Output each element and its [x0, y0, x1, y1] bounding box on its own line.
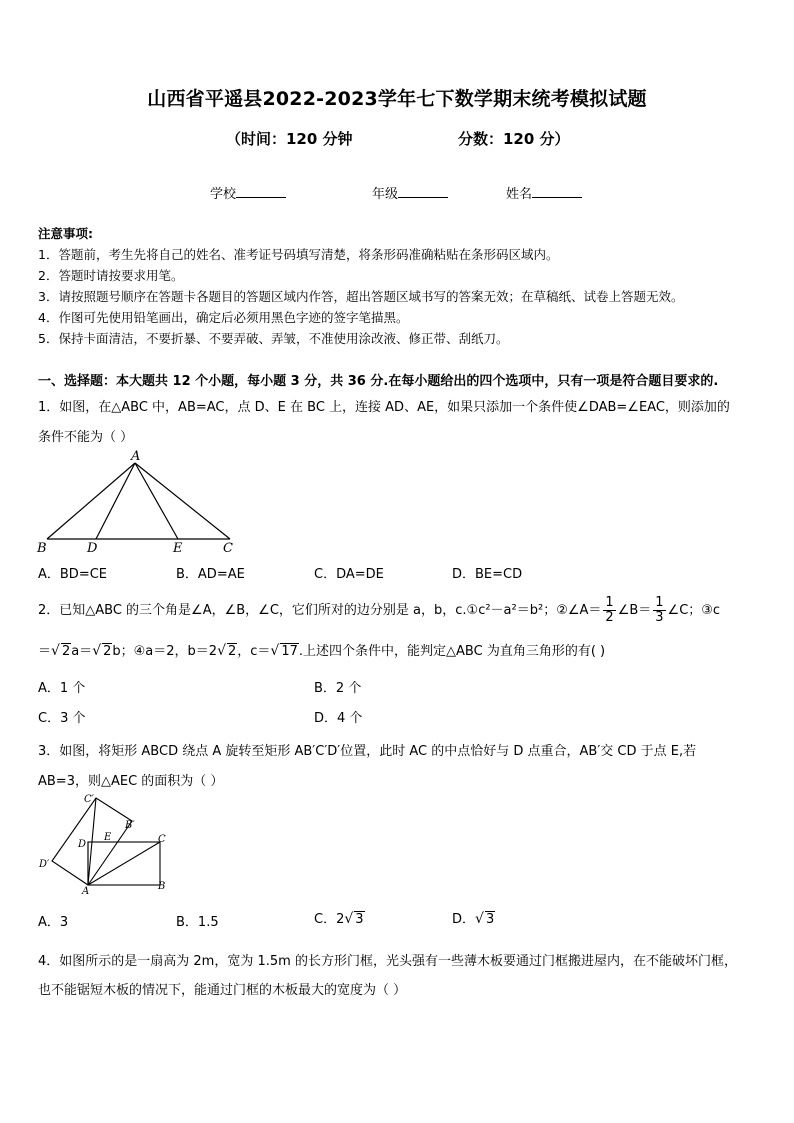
q1-stem-line2: 条件不能为（ ）	[38, 430, 134, 445]
sqrt-icon: √	[475, 911, 484, 927]
q1-option-d: D．BE=CD	[452, 567, 523, 582]
sqrt-icon: √	[217, 643, 226, 659]
q2-option-d: D．4 个	[314, 711, 363, 726]
q4-stem-line1: 4．如图所示的是一扇高为 2m，宽为 1.5m 的长方形门框，光头强有一些薄木板要通过门框搬进屋内，在不能破坏门框，	[38, 954, 737, 969]
q3-rectangle-figure	[30, 790, 180, 900]
school-label: 学校	[210, 187, 237, 202]
exam-time: （时间：120 分钟	[226, 130, 353, 148]
sqrt-icon: √	[270, 643, 280, 659]
diagonal-ac	[88, 842, 160, 885]
q2-option-b: B．2 个	[314, 681, 362, 696]
q2-text-1a: 2．已知△ABC 的三个角是∠A，∠B，∠C，它们所对的边分别是 a，b，c.①c²－a²＝b²；②∠A＝	[38, 603, 602, 618]
grade-label: 年级	[372, 187, 399, 202]
label-b-prime: B′	[125, 820, 135, 831]
grade-field	[372, 183, 448, 202]
q2-text-1b: ∠B＝	[617, 603, 652, 618]
grade-blank	[398, 185, 448, 198]
label-c-prime: C′	[84, 794, 94, 805]
label-e: E	[104, 832, 112, 843]
numerator: 1	[605, 595, 614, 610]
q3-option-b: B．1.5	[176, 915, 219, 930]
school-field	[210, 183, 286, 202]
sqrt-icon: √	[344, 911, 354, 927]
label-d: D	[87, 541, 98, 556]
sqrt-2-c: 2	[227, 644, 237, 659]
q2-text-2b: a＝	[71, 644, 93, 659]
q2-text-1c: ∠C；③c	[667, 603, 721, 618]
segment-ab	[47, 463, 135, 539]
q2-stem-line2	[38, 640, 605, 659]
label-e: E	[173, 541, 183, 556]
q3-option-c	[314, 908, 365, 927]
name-label: 姓名	[506, 187, 533, 202]
q4-stem-line2: 也不能锯短木板的情况下，能通过门框的木板最大的宽度为（ ）	[38, 983, 407, 998]
label-a: A	[131, 449, 141, 464]
option-d-text: D．	[452, 912, 476, 927]
q3-stem-line2: AB=3，则△AEC 的面积为（ ）	[38, 774, 224, 789]
q1-stem-line1: 1．如图，在△ABC 中，AB=AC，点 D、E 在 BC 上，连接 AD、AE，如果只添加一个条件使∠DAB=∠EAC，则添加的	[38, 400, 730, 415]
section-heading: 一、选择题：本大题共 12 个小题，每小题 3 分，共 36 分.在每小题给出的四个选项中，只有一项是符合题目要求的.	[38, 374, 719, 389]
note-item: 4．作图可先使用铅笔画出，确定后必须用黑色字迹的签字笔描黑。	[38, 310, 409, 325]
notes-heading: 注意事项:	[38, 226, 93, 241]
label-d: D	[78, 839, 87, 850]
q2-text-2c: b；④a＝2，b＝2	[112, 644, 218, 659]
q1-option-a: A．BD=CE	[38, 567, 108, 582]
option-c-text: C．2	[314, 912, 345, 927]
segment-ae	[135, 463, 178, 539]
label-c: C	[223, 541, 233, 556]
name-field	[506, 183, 582, 202]
denominator: 2	[605, 610, 614, 625]
note-item: 3．请按照题号顺序在答题卡各题目的答题区域内作答，超出答题区域书写的答案无效；在草稿纸、试卷上答题无效。	[38, 289, 684, 304]
q2-text-2e: .上述四个条件中，能判定△ABC 为直角三角形的有( )	[298, 644, 606, 659]
denominator: 3	[655, 610, 664, 625]
school-blank	[236, 185, 286, 198]
q2-option-a: A．1 个	[38, 681, 86, 696]
sqrt-17: 17	[281, 644, 298, 659]
label-b: B	[37, 541, 47, 556]
label-b: B	[158, 881, 166, 892]
label-c: C	[158, 834, 166, 845]
sqrt-3: 3	[355, 912, 364, 927]
segment-ad	[96, 463, 135, 539]
sqrt-icon: √	[51, 643, 60, 659]
note-item: 2．答题时请按要求用笔。	[38, 268, 184, 283]
q2-text-2a: ＝	[38, 644, 52, 659]
q2-text-2d: ，c＝	[237, 644, 271, 659]
q1-triangle-figure	[30, 448, 250, 558]
fraction-one-third	[653, 596, 665, 625]
name-blank	[532, 185, 582, 198]
q2-option-c: C．3 个	[38, 711, 86, 726]
q1-option-b: B．AD=AE	[176, 567, 245, 582]
sqrt-icon: √	[92, 643, 102, 659]
label-d-prime: D′	[39, 859, 50, 870]
numerator: 1	[655, 595, 664, 610]
label-a: A	[82, 886, 90, 897]
segment-ac	[135, 463, 230, 539]
q3-option-a: A．3	[38, 915, 69, 930]
fraction-one-half	[603, 596, 615, 625]
note-item: 1．答题前，考生先将自己的姓名、准考证号码填写清楚，将条形码准确粘贴在条形码区域内。	[38, 247, 559, 262]
q3-option-d	[452, 908, 495, 927]
q1-option-c: C．DA=DE	[314, 567, 384, 582]
exam-score: 分数：120 分）	[458, 130, 570, 148]
sqrt-2-a: 2	[61, 644, 71, 659]
q2-stem-line1	[38, 596, 720, 625]
q3-stem-line1: 3．如图，将矩形 ABCD 绕点 A 旋转至矩形 AB′C′D′位置，此时 AC 的中点恰好与 D 点重合，AB′交 CD 于点 E,若	[38, 744, 697, 759]
sqrt-2-b: 2	[103, 644, 112, 659]
note-item: 5．保持卡面清洁，不要折暴、不要弄破、弄皱，不准使用涂改液、修正带、刮纸刀。	[38, 331, 509, 346]
sqrt-3: 3	[485, 912, 495, 927]
page-title: 山西省平遥县2022-2023学年七下数学期末统考模拟试题	[147, 88, 647, 110]
